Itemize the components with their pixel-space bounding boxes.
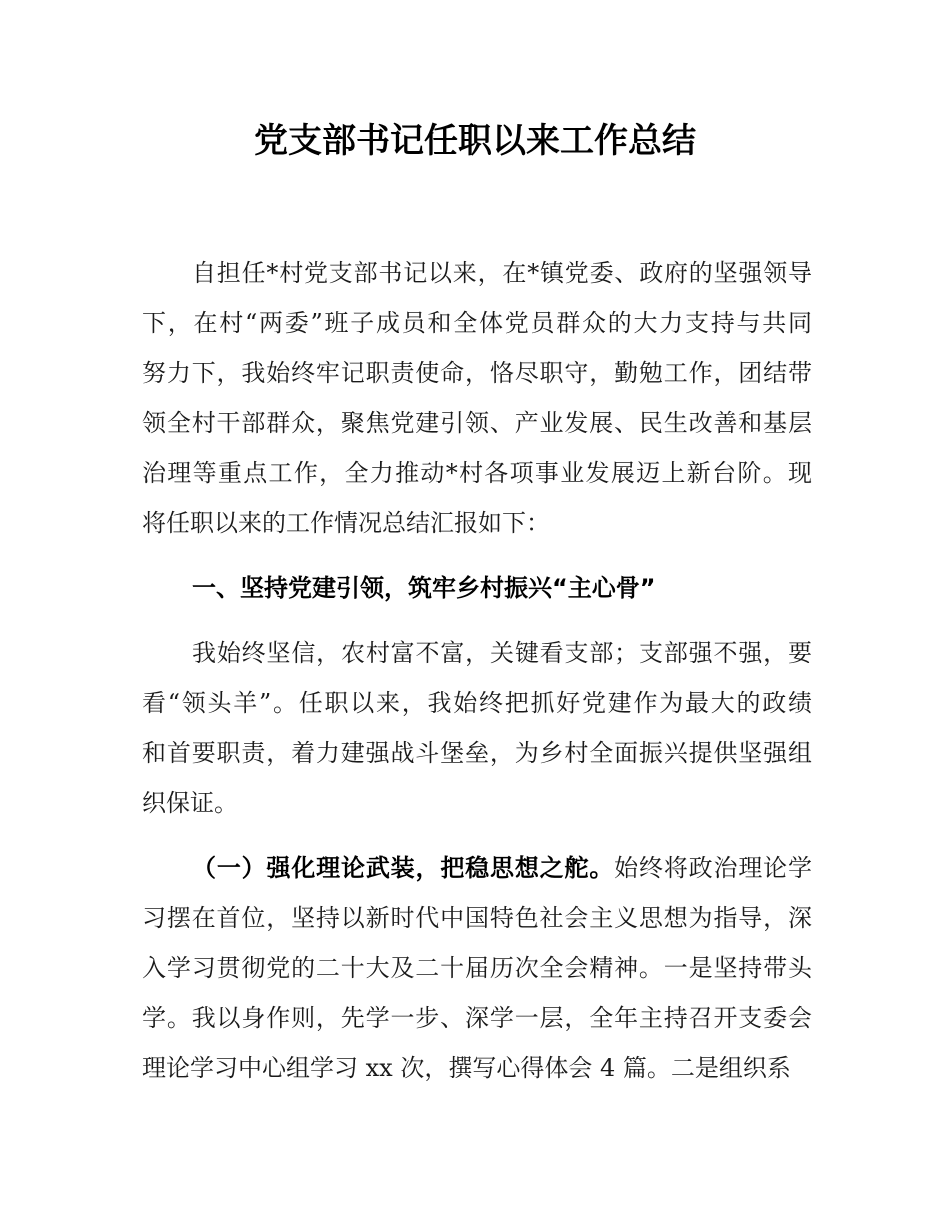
- section-heading: 一、坚持党建引领，筑牢乡村振兴“主心骨”: [192, 574, 656, 602]
- text-line-with-lead: [142, 843, 812, 893]
- text-line: 理论学习中心组学习 xx 次，撰写心得体会 4 篇。二是组织系: [142, 1054, 791, 1082]
- subsection-lead: （一）强化理论武装，把稳思想之舵。: [192, 854, 615, 882]
- text-line: 努力下，我始终牢记职责使命，恪尽职守，勤勉工作，团结带: [142, 359, 812, 387]
- paragraph-theory-study: [142, 843, 812, 1093]
- text-line: 我始终坚信，农村富不富，关键看支部；支部强不强，要: [192, 639, 812, 667]
- text-line: 织保证。: [142, 789, 238, 817]
- paragraph-intro: [142, 248, 812, 548]
- text-line: 自担任*村党支部书记以来，在*镇党委、政府的坚强领导: [192, 259, 812, 287]
- text-line: 将任职以来的工作情况总结汇报如下：: [142, 509, 550, 537]
- document-title: 党支部书记任职以来工作总结: [254, 121, 696, 161]
- text-line: 治理等重点工作，全力推动*村各项事业发展迈上新台阶。现: [142, 459, 812, 487]
- text-line: 入学习贯彻党的二十大及二十届历次全会精神。一是坚持带头: [142, 954, 812, 982]
- text-line: 和首要职责，着力建强战斗堡垒，为乡村全面振兴提供坚强组: [142, 739, 812, 767]
- text-line: 学。我以身作则，先学一步、深学一层，全年主持召开支委会: [142, 1004, 812, 1032]
- text-line: 习摆在首位，坚持以新时代中国特色社会主义思想为指导，深: [142, 904, 812, 932]
- text-line: 看“领头羊”。任职以来，我始终把抓好党建作为最大的政绩: [142, 689, 812, 717]
- text-line: 领全村干部群众，聚焦党建引领、产业发展、民生改善和基层: [142, 409, 812, 437]
- text-line: 下，在村“两委”班子成员和全体党员群众的大力支持与共同: [142, 309, 812, 337]
- text-line-rest: 始终将政治理论学: [614, 854, 813, 882]
- paragraph-party-building: [142, 628, 812, 828]
